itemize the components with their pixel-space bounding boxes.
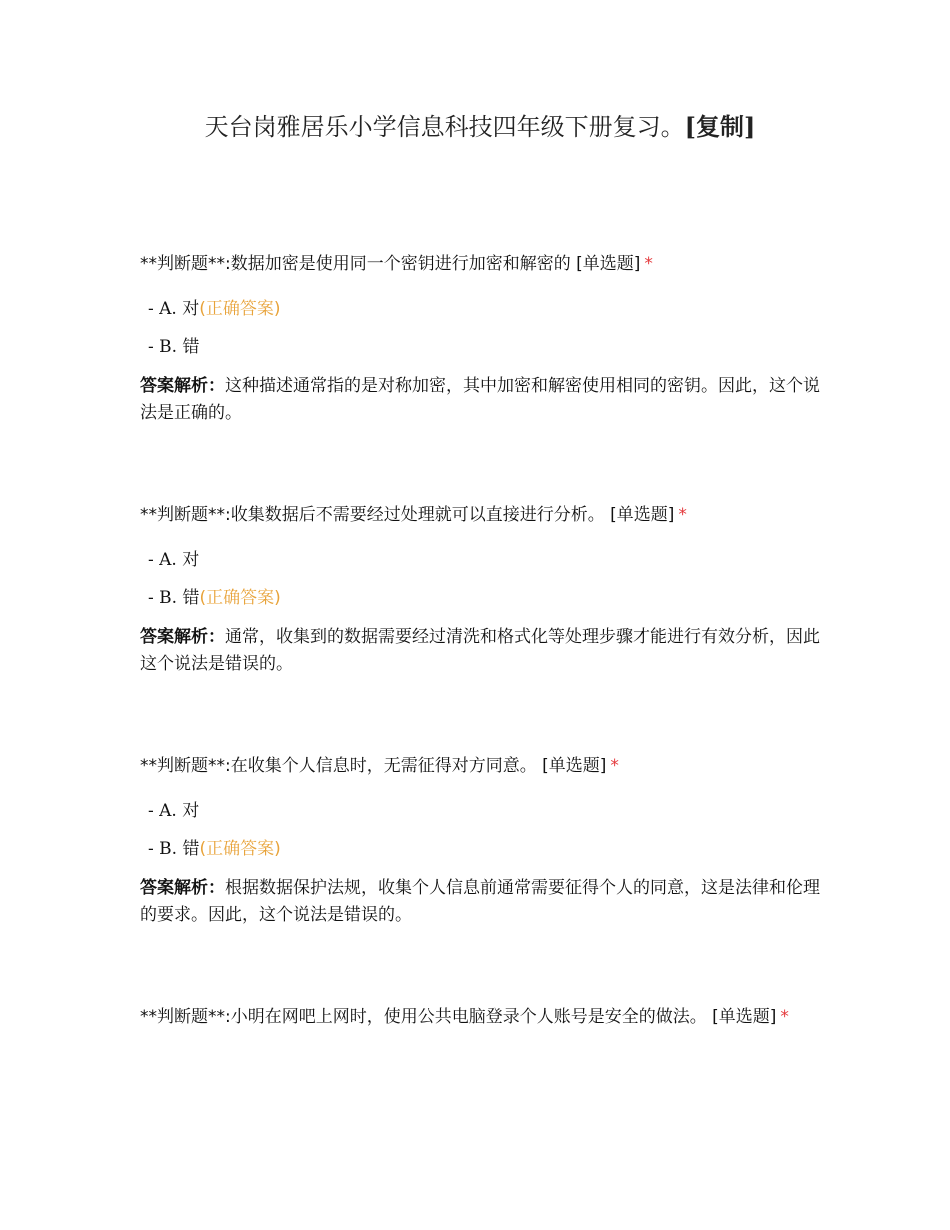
- option-label: - B. 错: [148, 588, 200, 608]
- question-text: **判断题**:在收集个人信息时，无需征得对方同意。: [140, 756, 537, 776]
- analysis-text: 通常，收集到的数据需要经过清洗和格式化等处理步骤才能进行有效分析，因此这个说法是错误的。: [140, 627, 820, 674]
- correct-answer-tag: (正确答案): [199, 588, 281, 608]
- option-label: - B. 错: [148, 839, 200, 859]
- question-stem: [140, 245, 820, 283]
- analysis-label: 答案解析：: [140, 376, 225, 396]
- title-text: 天台岗雅居乐小学信息科技四年级下册复习。: [204, 113, 685, 141]
- answer-analysis: [140, 875, 820, 929]
- question-type: [单选题]: [542, 756, 607, 776]
- option-b[interactable]: [148, 586, 820, 610]
- question-text: **判断题**:小明在网吧上网时，使用公共电脑登录个人账号是安全的做法。: [140, 1007, 707, 1027]
- analysis-label: 答案解析：: [140, 878, 225, 898]
- question-stem: [140, 998, 820, 1036]
- question-stem: [140, 747, 820, 785]
- option-label: - A. 对: [148, 550, 200, 570]
- answer-analysis: [140, 373, 820, 427]
- analysis-text: 根据数据保护法规，收集个人信息前通常需要征得个人的同意，这是法律和伦理的要求。因此，这个说法是错误的。: [140, 878, 820, 925]
- option-a[interactable]: [148, 548, 820, 572]
- question-text: **判断题**:收集数据后不需要经过处理就可以直接进行分析。: [140, 505, 605, 525]
- option-label: - A. 对: [148, 299, 200, 319]
- option-a[interactable]: [148, 297, 820, 321]
- correct-answer-tag: (正确答案): [199, 299, 281, 319]
- correct-answer-tag: (正确答案): [199, 839, 281, 859]
- question-stem: [140, 496, 820, 534]
- option-label: - B. 错: [148, 337, 200, 357]
- analysis-text: 这种描述通常指的是对称加密，其中加密和解密使用相同的密钥。因此，这个说法是正确的。: [140, 376, 820, 423]
- option-label: - A. 对: [148, 801, 200, 821]
- option-b[interactable]: [148, 335, 820, 359]
- question-1: [140, 245, 820, 427]
- question-2: [140, 496, 820, 678]
- analysis-label: 答案解析：: [140, 627, 225, 647]
- required-mark: *: [644, 254, 653, 274]
- option-a[interactable]: [148, 799, 820, 823]
- required-mark: *: [780, 1007, 789, 1027]
- question-4: [140, 998, 820, 1036]
- answer-analysis: [140, 624, 820, 678]
- required-mark: *: [610, 756, 619, 776]
- option-b[interactable]: [148, 837, 820, 861]
- question-3: [140, 747, 820, 929]
- question-text: **判断题**:数据加密是使用同一个密钥进行加密和解密的: [140, 254, 571, 274]
- page-title: [0, 110, 950, 144]
- question-type: [单选题]: [576, 254, 641, 274]
- question-type: [单选题]: [610, 505, 675, 525]
- required-mark: *: [678, 505, 687, 525]
- question-type: [单选题]: [712, 1007, 777, 1027]
- copy-link[interactable]: [复制]: [684, 112, 756, 141]
